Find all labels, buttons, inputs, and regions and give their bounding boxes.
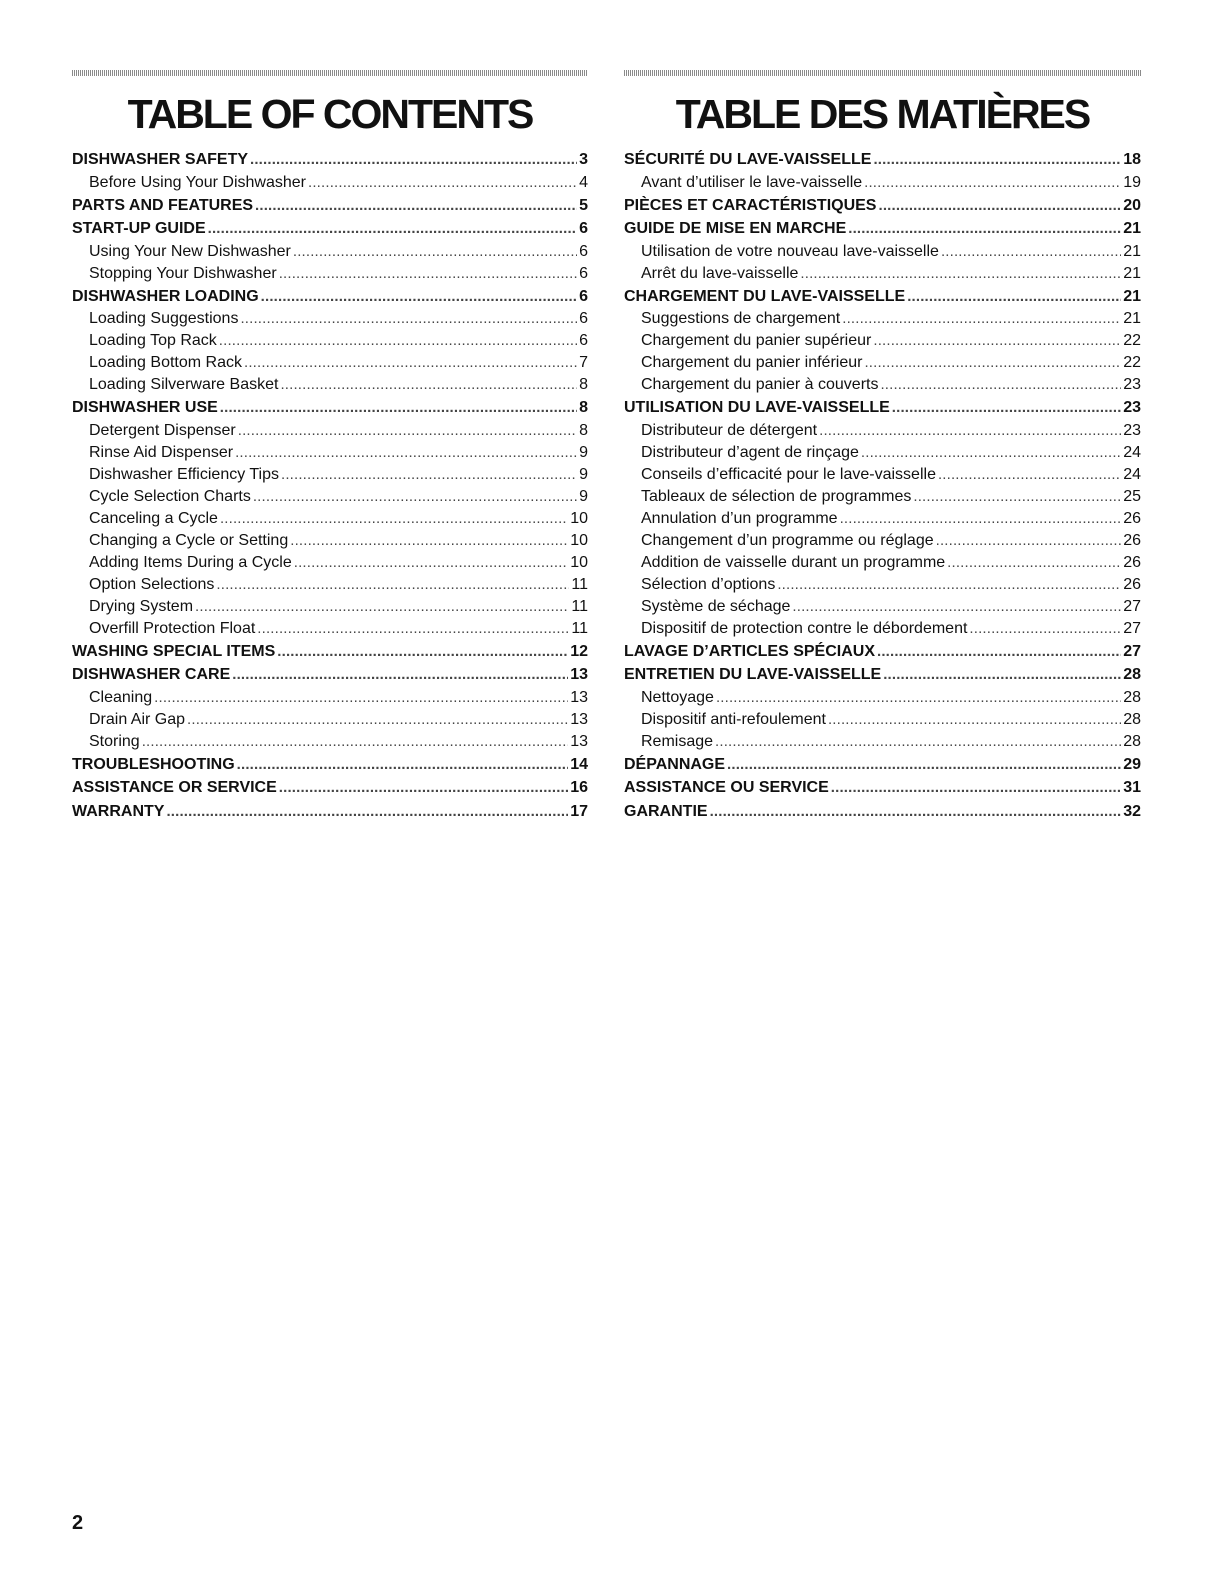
toc-entry-label: Changing a Cycle or Setting (89, 531, 289, 549)
dot-leader (208, 217, 577, 241)
toc-entry-label: DÉPANNAGE (624, 755, 726, 773)
toc-subsection-entry[interactable] (72, 172, 588, 194)
toc-subsection-entry[interactable] (72, 596, 588, 618)
toc-subsection-entry[interactable] (624, 552, 1141, 574)
toc-entry-page: 9 (579, 465, 588, 483)
dot-leader (277, 640, 568, 664)
dot-leader (195, 596, 569, 618)
toc-section-entry[interactable] (72, 396, 588, 420)
toc-entry-page: 31 (1123, 779, 1141, 796)
toc-entry-label: ASSISTANCE OR SERVICE (72, 779, 277, 796)
toc-subsection-entry[interactable] (624, 508, 1141, 530)
toc-section-entry[interactable] (624, 800, 1141, 824)
toc-subsection-entry[interactable] (72, 420, 588, 442)
toc-entry-page: 11 (571, 575, 588, 593)
dot-leader (777, 574, 1121, 596)
toc-entry-label: Système de séchage (641, 597, 791, 615)
toc-entry-label: TROUBLESHOOTING (72, 755, 235, 773)
toc-entry-page: 21 (1123, 220, 1141, 237)
dot-leader (913, 486, 1121, 508)
toc-section-entry[interactable] (72, 148, 588, 172)
dot-leader (257, 618, 569, 640)
dot-leader (831, 776, 1121, 800)
dot-leader (244, 352, 577, 374)
toc-entry-page: 6 (579, 287, 588, 305)
toc-subsection-entry[interactable] (624, 486, 1141, 508)
toc-subsection-entry[interactable] (624, 374, 1141, 396)
toc-subsection-entry[interactable] (624, 263, 1141, 285)
toc-entry-page: 32 (1123, 802, 1141, 820)
toc-section-entry[interactable] (624, 396, 1141, 420)
toc-subsection-entry[interactable] (72, 709, 588, 731)
toc-entry-page: 29 (1123, 755, 1141, 773)
dot-leader (947, 552, 1121, 574)
dot-leader (280, 374, 577, 396)
toc-subsection-entry[interactable] (72, 330, 588, 352)
toc-subsection-entry[interactable] (624, 618, 1141, 640)
toc-entry-page: 18 (1123, 151, 1141, 168)
toc-section-entry[interactable] (72, 800, 588, 824)
toc-entry-label: Drying System (89, 597, 194, 615)
dot-leader (142, 731, 569, 753)
toc-entry-label: Dispositif anti-refoulement (641, 710, 826, 728)
toc-section-entry[interactable] (72, 663, 588, 687)
toc-entry-label: Detergent Dispenser (89, 421, 236, 439)
toc-entry-label: Dispositif de protection contre le débordement (641, 619, 968, 637)
toc-subsection-entry[interactable] (624, 172, 1141, 194)
toc-entry-label: Arrêt du lave-vaisselle (641, 264, 799, 282)
toc-entry-page: 6 (579, 310, 588, 327)
toc-subsection-entry[interactable] (72, 486, 588, 508)
dot-leader (238, 420, 577, 442)
dot-leader (710, 800, 1122, 824)
toc-subsection-entry[interactable] (72, 308, 588, 330)
toc-entry-page: 6 (579, 264, 588, 282)
toc-subsection-entry[interactable] (624, 687, 1141, 709)
toc-section-entry[interactable] (624, 148, 1141, 172)
toc-french-column (624, 70, 1141, 823)
toc-english-list (72, 148, 588, 823)
toc-entry-label: Chargement du panier inférieur (641, 354, 863, 371)
toc-entry-label: Before Using Your Dishwasher (89, 173, 307, 191)
dot-leader (293, 241, 577, 263)
toc-entry-page: 13 (570, 688, 588, 706)
dot-leader (873, 148, 1121, 172)
dot-leader (873, 330, 1121, 352)
toc-entry-page: 13 (570, 666, 588, 683)
dot-leader (819, 420, 1121, 442)
dot-leader (235, 442, 577, 464)
toc-section-entry[interactable] (72, 753, 588, 777)
dot-leader (800, 263, 1121, 285)
toc-section-entry[interactable] (72, 217, 588, 241)
dot-leader (232, 663, 568, 687)
toc-entry-page: 6 (579, 242, 588, 260)
dot-leader (290, 530, 568, 552)
toc-entry-label: Cleaning (89, 688, 153, 706)
toc-entry-label: PIÈCES ET CARACTÉRISTIQUES (624, 196, 877, 214)
toc-entry-page: 13 (570, 732, 588, 750)
toc-entry-label: Loading Suggestions (89, 310, 239, 327)
dot-leader (883, 663, 1121, 687)
toc-entry-label: Avant d’utiliser le lave-vaisselle (641, 173, 863, 191)
toc-entry-label: PARTS AND FEATURES (72, 196, 254, 214)
toc-entry-page: 10 (570, 509, 588, 527)
toc-entry-label: Option Selections (89, 575, 215, 593)
dot-leader (279, 776, 568, 800)
toc-entry-page: 21 (1123, 287, 1141, 305)
toc-subsection-entry[interactable] (72, 241, 588, 263)
dot-leader (237, 753, 569, 777)
toc-entry-label: GARANTIE (624, 802, 708, 820)
dot-leader (240, 308, 577, 330)
toc-entry-label: Loading Top Rack (89, 332, 217, 349)
toc-entry-page: 8 (579, 399, 588, 416)
toc-entry-label: DISHWASHER CARE (72, 666, 231, 683)
toc-entry-label: ASSISTANCE OU SERVICE (624, 779, 829, 796)
toc-section-entry[interactable] (72, 640, 588, 664)
toc-entry-label: Nettoyage (641, 688, 714, 706)
toc-entry-label: Utilisation de votre nouveau lave-vaisselle (641, 242, 939, 260)
toc-entry-label: WARRANTY (72, 802, 165, 820)
toc-entry-page: 8 (579, 421, 588, 439)
toc-section-entry[interactable] (624, 217, 1141, 241)
toc-entry-label: Adding Items During a Cycle (89, 553, 292, 571)
toc-entry-label: Addition de vaisselle durant un programme (641, 553, 946, 571)
dot-leader (828, 709, 1121, 731)
toc-subsection-entry[interactable] (72, 574, 588, 596)
toc-subsection-entry[interactable] (624, 530, 1141, 552)
toc-subsection-entry[interactable] (72, 552, 588, 574)
toc-subsection-entry[interactable] (624, 352, 1141, 374)
toc-entry-page: 4 (579, 173, 588, 191)
page-number: 2 (72, 1512, 84, 1534)
toc-entry-label: Loading Silverware Basket (89, 376, 279, 393)
toc-entry-page: 24 (1123, 443, 1141, 461)
toc-section-entry[interactable] (72, 285, 588, 309)
toc-entry-page: 7 (579, 354, 588, 371)
toc-section-entry[interactable] (624, 640, 1141, 664)
toc-entry-page: 10 (570, 531, 588, 549)
toc-subsection-entry[interactable] (72, 464, 588, 486)
dot-leader (936, 530, 1122, 552)
toc-subsection-entry[interactable] (624, 330, 1141, 352)
toc-entry-label: Distributeur de détergent (641, 421, 818, 439)
dot-leader (938, 464, 1121, 486)
toc-entry-label: GUIDE DE MISE EN MARCHE (624, 220, 847, 237)
toc-entry-label: Cycle Selection Charts (89, 487, 251, 505)
toc-entry-label: Distributeur d’agent de rinçage (641, 443, 859, 461)
toc-entry-page: 9 (579, 487, 588, 505)
toc-entry-page: 21 (1123, 310, 1141, 327)
toc-entry-page: 23 (1123, 376, 1141, 393)
toc-entry-page: 6 (579, 332, 588, 349)
dot-leader (216, 574, 569, 596)
toc-entry-page: 25 (1123, 487, 1141, 505)
toc-section-entry[interactable] (624, 663, 1141, 687)
toc-entry-label: Storing (89, 732, 140, 750)
toc-entry-label: Tableaux de sélection de programmes (641, 487, 912, 505)
dot-leader (154, 687, 568, 709)
toc-entry-label: CHARGEMENT DU LAVE-VAISSELLE (624, 287, 906, 305)
toc-entry-page: 27 (1123, 619, 1141, 637)
dot-leader (941, 241, 1121, 263)
toc-entry-label: DISHWASHER SAFETY (72, 151, 249, 168)
toc-entry-page: 19 (1123, 173, 1141, 191)
toc-entry-label: Suggestions de chargement (641, 310, 841, 327)
toc-subsection-entry[interactable] (624, 420, 1141, 442)
toc-subsection-entry[interactable] (72, 731, 588, 753)
dot-leader (792, 596, 1121, 618)
toc-entry-label: Changement d’un programme ou réglage (641, 531, 934, 549)
toc-french-title: TABLE DES MATIÈRES (675, 91, 1090, 137)
toc-entry-page: 12 (570, 642, 588, 660)
toc-section-entry[interactable] (624, 776, 1141, 800)
toc-subsection-entry[interactable] (72, 687, 588, 709)
toc-entry-label: Annulation d’un programme (641, 509, 838, 527)
toc-section-entry[interactable] (72, 776, 588, 800)
dot-leader (840, 508, 1122, 530)
toc-entry-page: 27 (1123, 642, 1141, 660)
toc-subsection-entry[interactable] (624, 709, 1141, 731)
dot-leader (166, 800, 568, 824)
toc-entry-page: 23 (1123, 421, 1141, 439)
toc-entry-page: 28 (1123, 710, 1141, 728)
toc-entry-page: 24 (1123, 465, 1141, 483)
toc-entry-label: ENTRETIEN DU LAVE-VAISSELLE (624, 666, 882, 683)
toc-entry-page: 11 (571, 619, 588, 637)
toc-entry-label: Chargement du panier à couverts (641, 376, 879, 393)
header-rule (72, 70, 588, 76)
toc-entry-page: 20 (1123, 196, 1141, 214)
toc-entry-label: WASHING SPECIAL ITEMS (72, 642, 276, 660)
dot-leader (255, 194, 577, 218)
toc-subsection-entry[interactable] (72, 263, 588, 285)
dot-leader (864, 352, 1121, 374)
toc-entry-page: 27 (1123, 597, 1141, 615)
dot-leader (848, 217, 1121, 241)
toc-entry-page: 5 (579, 196, 588, 214)
toc-entry-label: Canceling a Cycle (89, 509, 218, 527)
toc-entry-page: 21 (1123, 242, 1141, 260)
toc-entry-page: 22 (1123, 354, 1141, 371)
toc-section-entry[interactable] (624, 285, 1141, 309)
toc-entry-page: 26 (1123, 509, 1141, 527)
toc-entry-page: 28 (1123, 688, 1141, 706)
toc-entry-label: Conseils d’efficacité pour le lave-vaisselle (641, 465, 936, 483)
dot-leader (877, 640, 1121, 664)
toc-entry-page: 17 (570, 802, 588, 820)
dot-leader (880, 374, 1121, 396)
toc-entry-page: 28 (1123, 666, 1141, 683)
dot-leader (861, 442, 1121, 464)
toc-entry-page: 9 (579, 443, 588, 461)
toc-entry-page: 28 (1123, 732, 1141, 750)
toc-entry-page: 3 (579, 151, 588, 168)
toc-entry-label: SÉCURITÉ DU LAVE-VAISSELLE (624, 151, 872, 168)
toc-entry-page: 10 (570, 553, 588, 571)
toc-entry-page: 22 (1123, 332, 1141, 349)
toc-entry-label: Remisage (641, 732, 714, 750)
toc-entry-page: 26 (1123, 553, 1141, 571)
toc-subsection-entry[interactable] (624, 731, 1141, 753)
toc-entry-page: 11 (571, 597, 588, 615)
toc-entry-page: 26 (1123, 575, 1141, 593)
dot-leader (308, 172, 577, 194)
dot-leader (878, 194, 1121, 218)
toc-entry-label: DISHWASHER LOADING (72, 287, 259, 305)
toc-subsection-entry[interactable] (72, 530, 588, 552)
dot-leader (219, 330, 577, 352)
dot-leader (220, 508, 568, 530)
toc-entry-label: UTILISATION DU LAVE-VAISSELLE (624, 399, 890, 416)
toc-subsection-entry[interactable] (624, 574, 1141, 596)
toc-section-entry[interactable] (624, 194, 1141, 218)
dot-leader (279, 263, 577, 285)
toc-entry-label: Drain Air Gap (89, 710, 186, 728)
toc-subsection-entry[interactable] (72, 442, 588, 464)
header-rule (624, 70, 1141, 76)
toc-english-column (72, 70, 588, 823)
toc-entry-label: LAVAGE D’ARTICLES SPÉCIAUX (624, 642, 875, 660)
toc-entry-label: Rinse Aid Dispenser (89, 443, 234, 461)
toc-entry-label: Chargement du panier supérieur (641, 332, 872, 349)
dot-leader (715, 731, 1121, 753)
toc-subsection-entry[interactable] (624, 308, 1141, 330)
toc-subsection-entry[interactable] (72, 618, 588, 640)
dot-leader (250, 148, 577, 172)
toc-entry-page: 16 (570, 779, 588, 796)
toc-entry-label: START-UP GUIDE (72, 220, 206, 237)
toc-entry-page: 6 (579, 220, 588, 237)
dot-leader (253, 486, 577, 508)
toc-entry-label: Stopping Your Dishwasher (89, 264, 277, 282)
dot-leader (220, 396, 577, 420)
dot-leader (892, 396, 1121, 420)
toc-entry-label: DISHWASHER USE (72, 399, 218, 416)
dot-leader (727, 753, 1121, 777)
toc-entry-label: Using Your New Dishwasher (89, 242, 291, 260)
toc-subsection-entry[interactable] (624, 241, 1141, 263)
toc-section-entry[interactable] (72, 194, 588, 218)
dot-leader (261, 285, 577, 309)
toc-english-title: TABLE OF CONTENTS (127, 91, 533, 137)
toc-entry-page: 8 (579, 376, 588, 393)
toc-subsection-entry[interactable] (624, 596, 1141, 618)
toc-entry-page: 14 (570, 755, 588, 773)
dot-leader (187, 709, 568, 731)
toc-french-list (624, 148, 1141, 823)
toc-section-entry[interactable] (624, 753, 1141, 777)
toc-subsection-entry[interactable] (624, 464, 1141, 486)
toc-subsection-entry[interactable] (72, 352, 588, 374)
toc-entry-label: Dishwasher Efficiency Tips (89, 465, 279, 483)
toc-entry-label: Sélection d’options (641, 575, 776, 593)
dot-leader (969, 618, 1121, 640)
dot-leader (842, 308, 1121, 330)
toc-subsection-entry[interactable] (72, 374, 588, 396)
toc-subsection-entry[interactable] (72, 508, 588, 530)
toc-entry-page: 23 (1123, 399, 1141, 416)
toc-entry-page: 26 (1123, 531, 1141, 549)
dot-leader (907, 285, 1121, 309)
dot-leader (716, 687, 1121, 709)
toc-entry-label: Overfill Protection Float (89, 619, 256, 637)
dot-leader (294, 552, 568, 574)
toc-subsection-entry[interactable] (624, 442, 1141, 464)
dot-leader (864, 172, 1121, 194)
toc-entry-page: 21 (1123, 264, 1141, 282)
dot-leader (281, 464, 577, 486)
toc-entry-label: Loading Bottom Rack (89, 354, 242, 371)
toc-entry-page: 13 (570, 710, 588, 728)
